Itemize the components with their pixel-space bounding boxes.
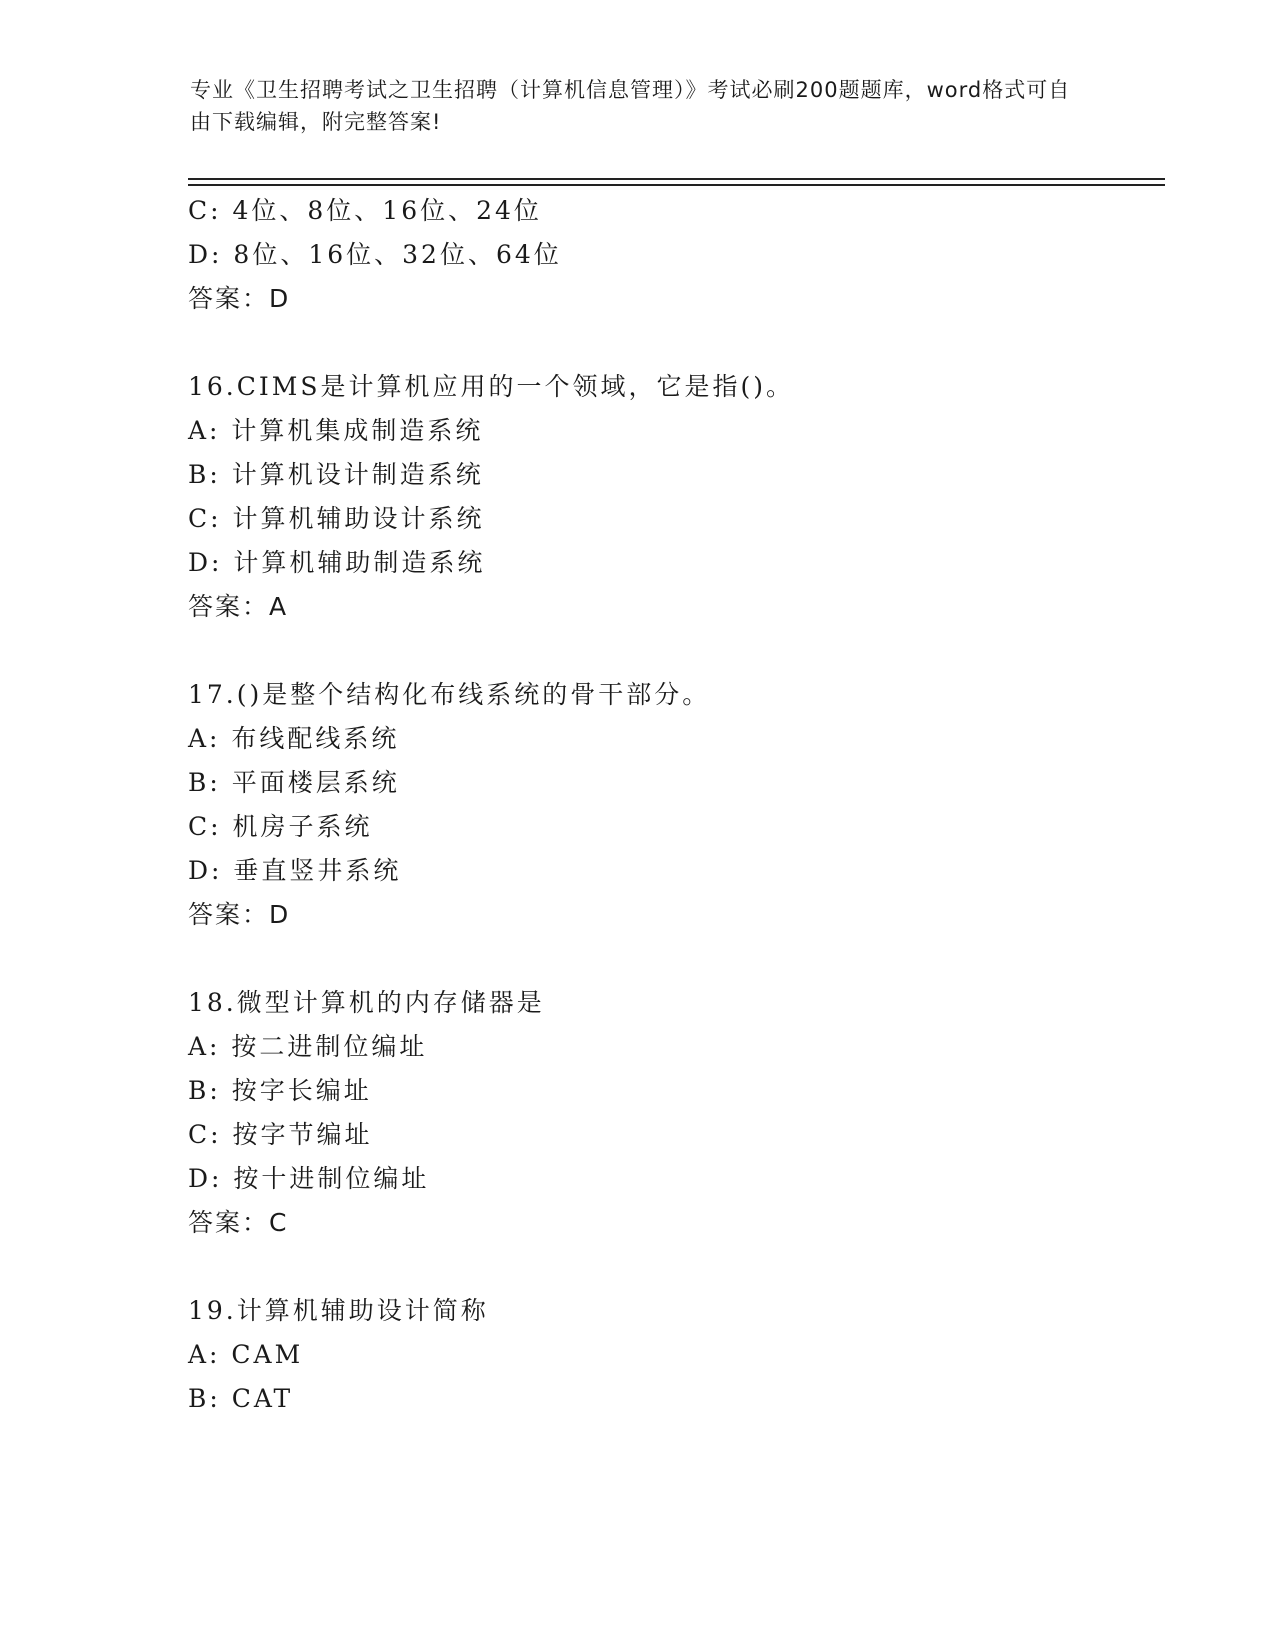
q19-option-b: B: CAT [188,1384,294,1413]
q16-option-d: D: 计算机辅助制造系统 [188,548,486,577]
header-divider-top [188,178,1165,180]
q16-option-c: C: 计算机辅助设计系统 [188,504,485,533]
q15-option-c: C: 4位、8位、16位、24位 [188,196,542,225]
q18-option-a: A: 按二进制位编址 [188,1032,428,1061]
q18-option-c: C: 按字节编址 [188,1120,373,1149]
q17-option-c: C: 机房子系统 [188,812,373,841]
q19-option-a: A: CAM [188,1340,304,1369]
q16-option-a: A: 计算机集成制造系统 [188,416,484,445]
document-header: 专业《卫生招聘考试之卫生招聘（计算机信息管理）》考试必刷200题题库，word格式可自由下载编辑，附完整答案! [190,78,1071,134]
q16-option-b: B: 计算机设计制造系统 [188,460,484,489]
q18-option-b: B: 按字长编址 [188,1076,372,1105]
q19-question: 19.计算机辅助设计简称 [188,1296,489,1325]
q17-answer: 答案：D [188,900,291,929]
header-divider-bottom [188,184,1165,186]
q18-question: 18.微型计算机的内存储器是 [188,988,545,1017]
q18-option-d: D: 按十进制位编址 [188,1164,430,1193]
q17-option-d: D: 垂直竖井系统 [188,856,402,885]
q16-answer: 答案：A [188,592,289,621]
q16-question: 16.CIMS是计算机应用的一个领域，它是指()。 [188,372,794,401]
q17-question: 17.()是整个结构化布线系统的骨干部分。 [188,680,711,709]
q17-option-b: B: 平面楼层系统 [188,768,400,797]
q18-answer: 答案：C [188,1208,289,1237]
q17-option-a: A: 布线配线系统 [188,724,400,753]
q15-answer: 答案：D [188,284,291,313]
q15-option-d: D: 8位、16位、32位、64位 [188,240,562,269]
